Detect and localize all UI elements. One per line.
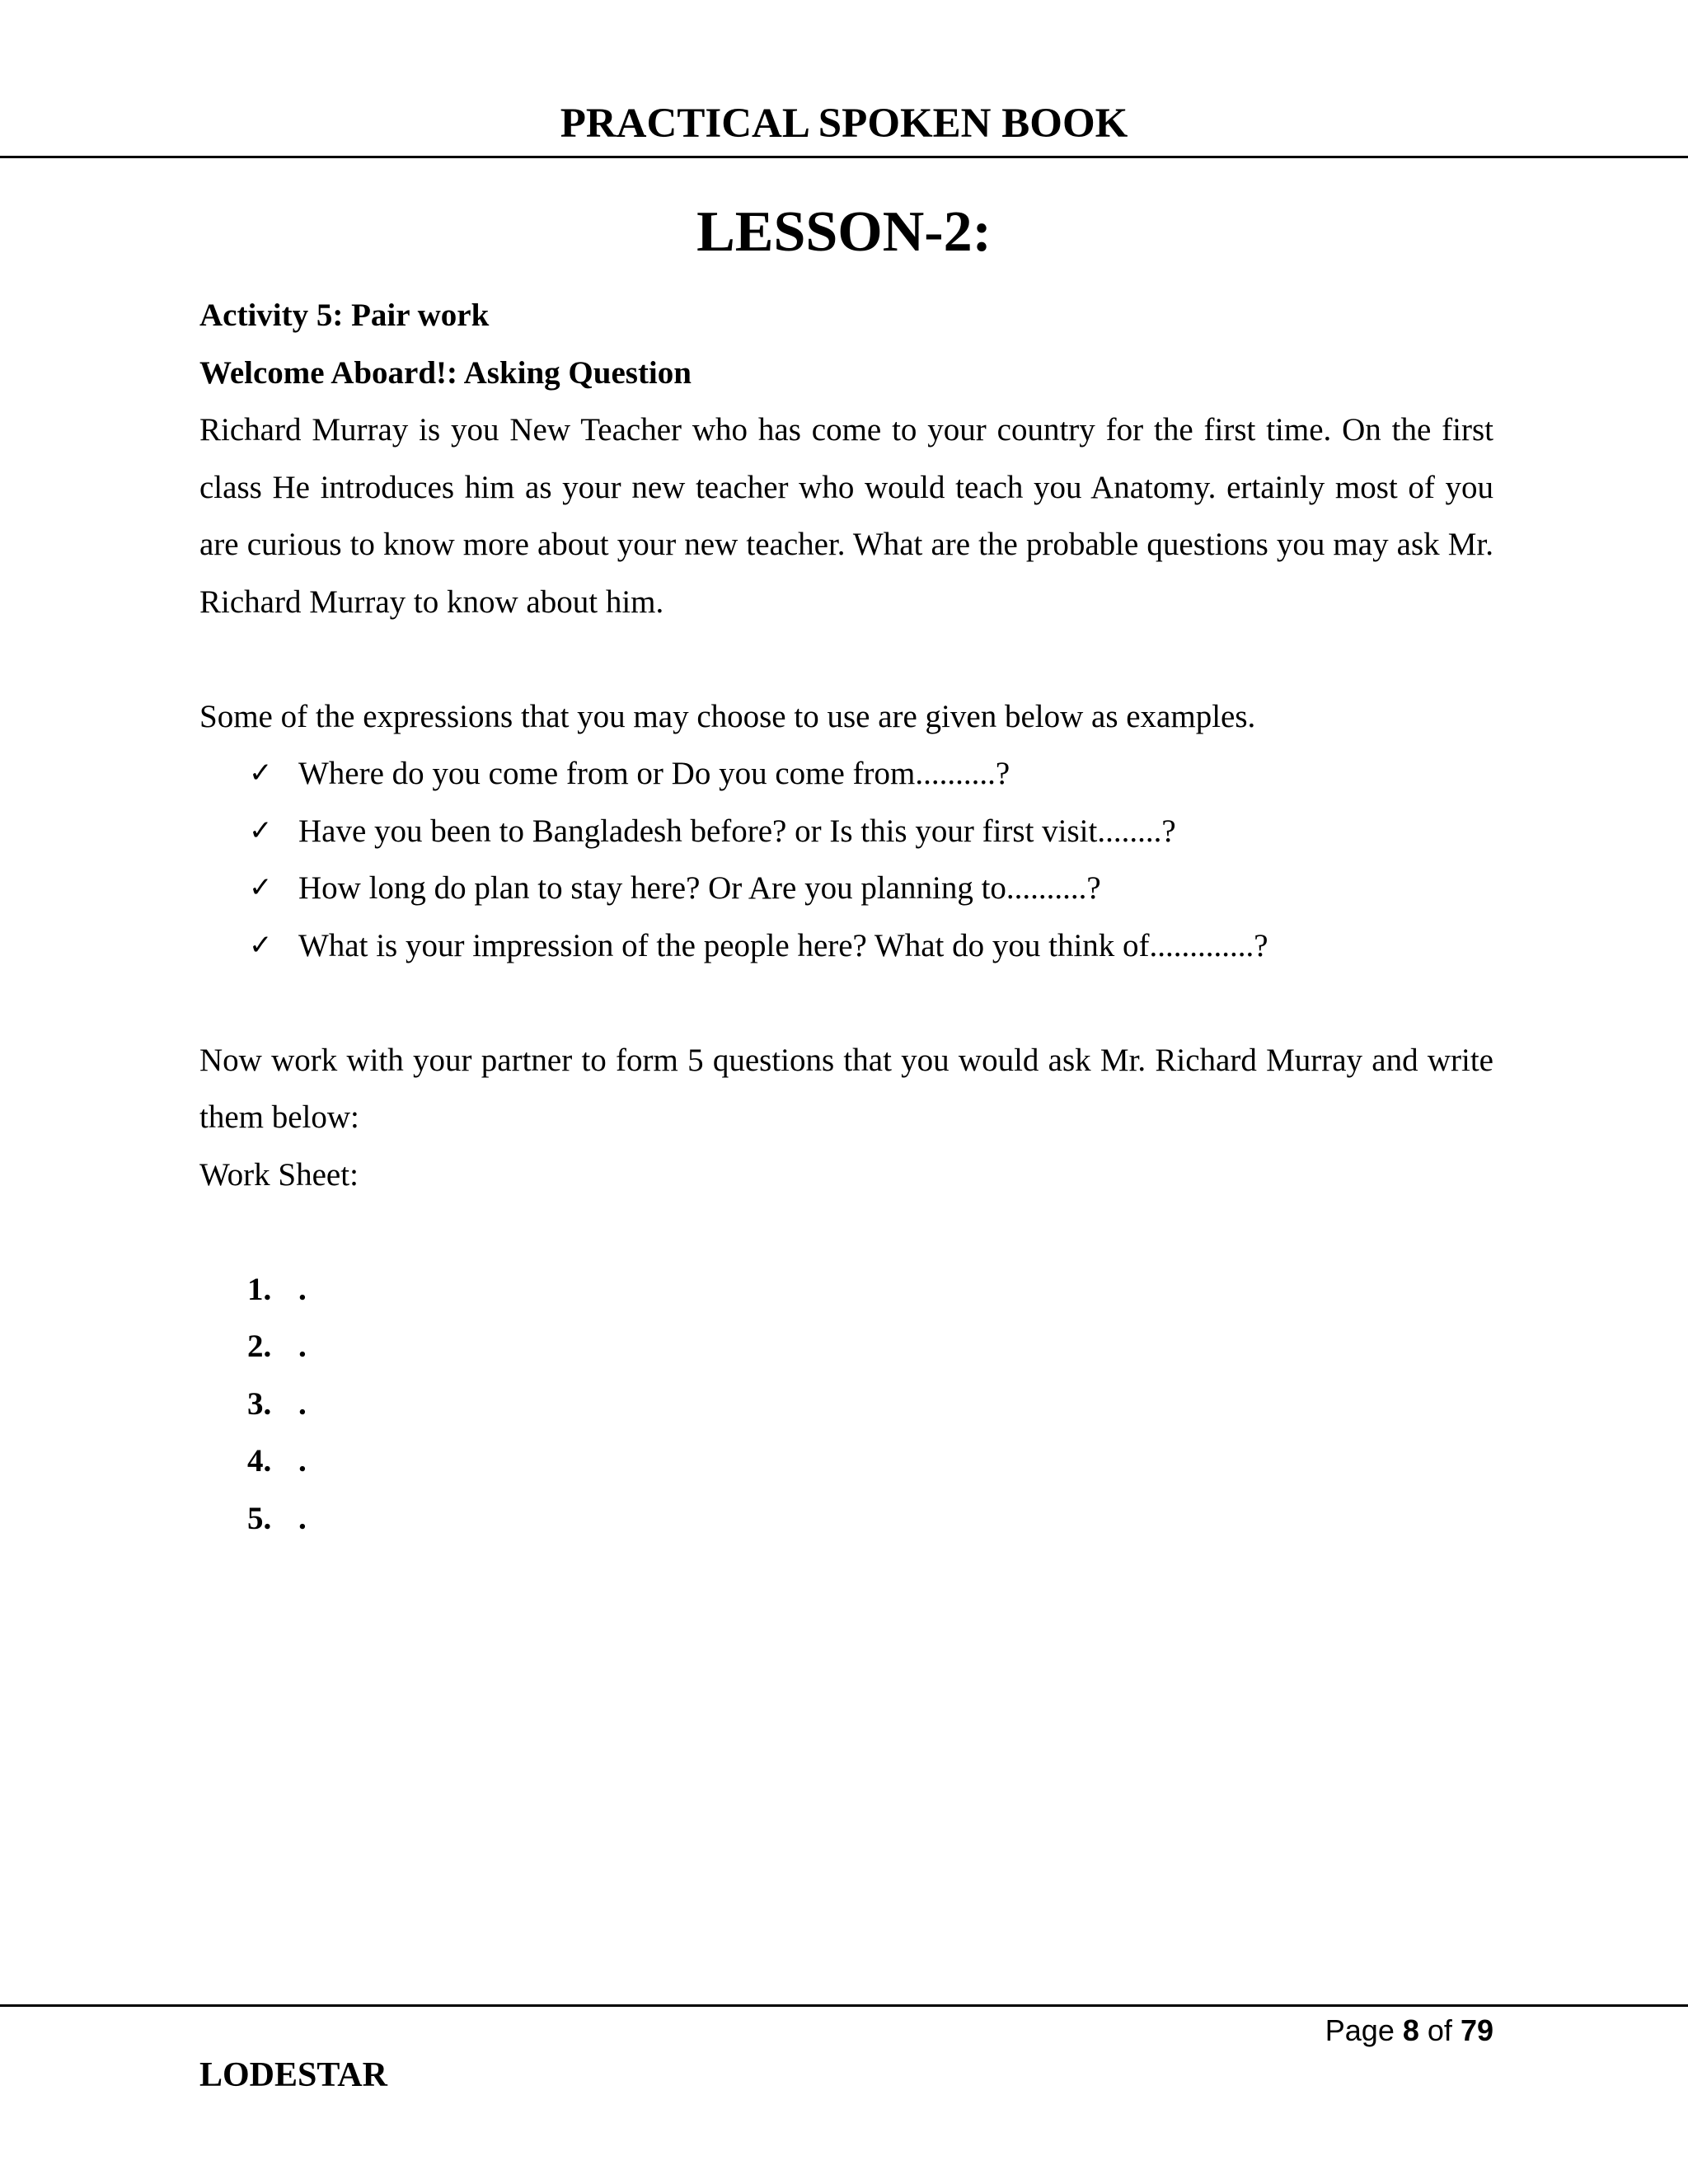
footer-divider [0,2004,1688,2007]
list-item [199,917,1493,975]
item-text: . [298,1500,307,1536]
list-item [199,803,1493,860]
item-number: 3. [247,1385,272,1422]
checkmark-icon: ✓ [249,813,273,847]
item-text: . [298,1443,307,1479]
page-total: 79 [1460,2013,1493,2047]
item-number: 1. [247,1271,272,1307]
spacer [199,630,1493,688]
item-text: . [298,1271,307,1307]
worksheet-item [199,1261,1493,1319]
expression-text: Where do you come from or Do you come from..........? [298,756,1010,791]
worksheet-item [199,1432,1493,1490]
checkmark-icon: ✓ [249,757,273,790]
checkmark-icon: ✓ [249,928,273,962]
spacer [199,1203,1493,1261]
activity-heading: Activity 5: Pair work [199,298,490,333]
item-number: 4. [247,1443,272,1479]
expression-text: Have you been to Bangladesh before? or Is this your first visit........? [298,813,1176,849]
list-item [199,745,1493,803]
expression-text: What is your impression of the people here? What do you think of.............? [298,927,1268,963]
lesson-content [199,287,1493,1547]
lesson-title: LESSON-2: [696,200,992,264]
page-current: 8 [1402,2013,1419,2047]
expression-text: How long do plan to stay here? Or Are you planning to..........? [298,870,1101,906]
worksheet-item [199,1490,1493,1548]
page-prefix: Page [1325,2013,1395,2047]
expressions-intro: Some of the expressions that you may choose to use are given below as examples. [199,698,1256,734]
worksheet-list [199,1261,1493,1548]
page-number [1325,2009,1493,2052]
worksheet-label: Work Sheet: [199,1156,359,1193]
item-number: 2. [247,1329,272,1364]
spacer [199,974,1493,1032]
footer-brand: LODESTAR [199,2056,387,2094]
expressions-list [199,745,1493,974]
item-number: 5. [247,1500,272,1536]
checkmark-icon: ✓ [249,871,273,904]
item-text: . [298,1385,307,1422]
header-divider [0,156,1688,158]
worksheet-item [199,1376,1493,1433]
page-of: of [1427,2013,1452,2047]
list-item [199,860,1493,917]
activity-subheading: Welcome Aboard!: Asking Question [199,354,692,391]
running-header: PRACTICAL SPOKEN BOOK [560,101,1128,147]
item-text: . [298,1329,307,1364]
instruction-paragraph: Now work with your partner to form 5 questions that you would ask Mr. Richard Murray and write them below: [199,1042,1493,1135]
worksheet-item [199,1318,1493,1376]
intro-paragraph: Richard Murray is you New Teacher who has come to your country for the first time. On the first class He introduces him as your new teacher who would teach you Anatomy. ertainly most of you are curious to know more about your new teacher. What are the probable questions you may ask Mr. Richard Murray to know about him. [199,412,1493,620]
